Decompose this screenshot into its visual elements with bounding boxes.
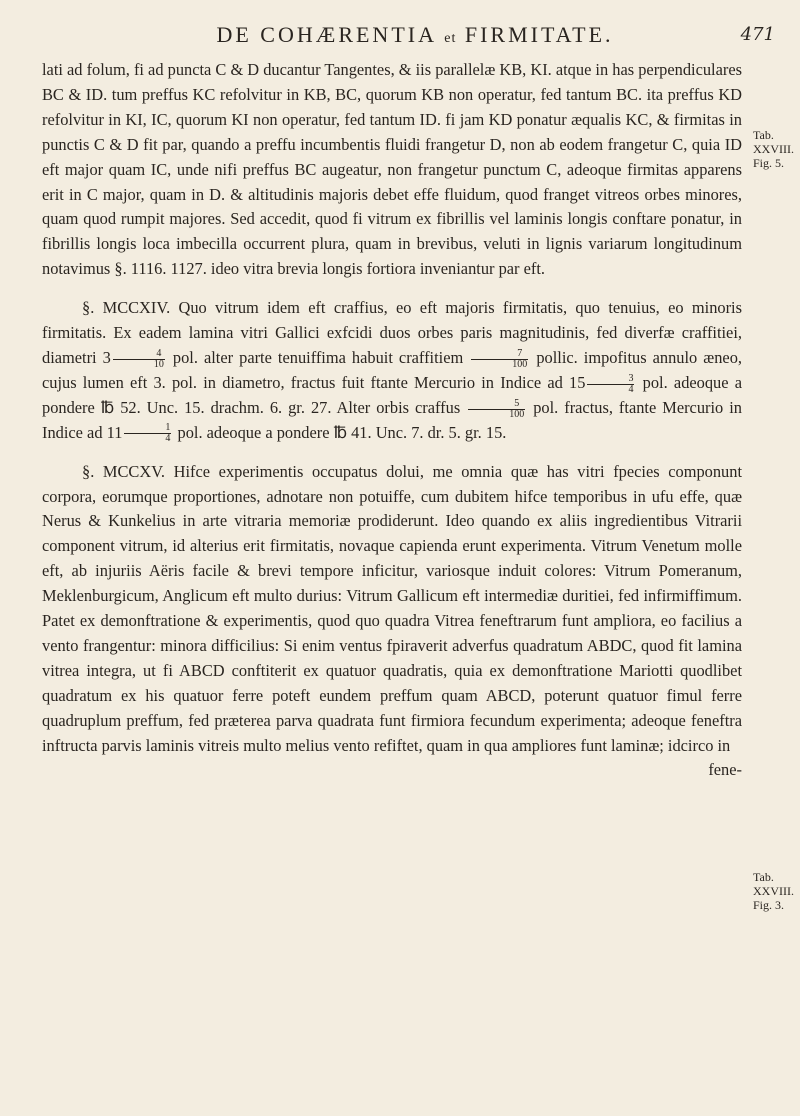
fraction: $\frac{1}{4}$ [124,423,171,444]
catchword: fene- [708,760,742,780]
running-header [115,22,715,48]
paragraph-2: §. MCCXIV. Quo vitrum idem eft craffius, eo eft majoris firmitatis, quo tenuius, eo minoris firmitatis. Ex eadem lamina vitri Gallici exfcidi duos orbes paris magnitudinis, fed diverfæ craffitiei, diametri 3 $\frac{4}{10}$ pol. alter parte tenuiffima habuit craffitiem $\frac{7}{100}$ pollic. impofitus annulo æneo, cujus lumen eft 3. pol. in diametro, fractus fuit ftante Mercurio in Indice ad 15 $\frac{3}{4}$ pol. adeoque a pondere ℔ 52. Unc. 15. drachm. 6. gr. 27. Alter orbis craffus $\frac{5}{100}$ pol. fractus, ftante Mercurio in Indice ad 11 $\frac{1}{4}$ pol. adeoque a pondere ℔ 41. Unc. 7. dr. 5. gr. 15. [42,298,743,445]
fraction: $\frac{3}{4}$ [587,374,634,395]
fraction: $\frac{7}{100}$ [471,349,528,370]
header-title-end: FIRMITATE. [464,22,614,47]
header-title-et: et [444,31,457,46]
fraction: $\frac{5}{100}$ [468,399,525,420]
margin-note-2: Tab. XXVIII. Fig. 3. [753,870,794,912]
header-title-main: DE COHÆRENTIA [216,22,436,47]
body-text [42,58,742,783]
paragraph-1: lati ad folum, fi ad puncta C & D ducantur Tangentes, & iis parallelæ KB, KI. atque in has perpendiculares BC & ID. tum preffus KC refolvitur in KB, BC, quorum KB non operatur, fed tantum BC. ita preffus KD refolvitur in KI, IC, quorum KI non operatur, fed tantum ID. fi jam KD ponatur æqualis KC, & firmitas in punctis C & D fit par, quando a preffu incumbentis fluidi frangetur D, non ab eodem frangetur C, quia ID eft major quam IC, unde nifi preffus BC augeatur, non frangetur punctum C, adeoque firmitas apparens erit in C major, quam in D. & altitudinis majoris debet effe fluidum, quod franget vitreos orbes minores, quam quod rumpit majores. Sed accedit, quod fi vitrum ex fibrillis vel laminis longis conftare ponatur, in fibrillis longis loca imbecilla occurrent plura, quam in brevibus, veluti in lignis variarum longitudinum notavimus §. 1116. 1127. ideo vitra brevia longis fortiora inveniantur par eft. [42,60,742,279]
fraction: $\frac{4}{10}$ [113,349,165,370]
paragraph-3: §. MCCXV. Hifce experimentis occupatus dolui, me omnia quæ has vitri fpecies componunt corpora, eorumque proportiones, adnotare non potuiffe, cum dubitem hifce temporibus in ufu effe, quæ Nerus & Kunkelius in arte vitraria memoriæ prodiderunt. Ideo quando ex aliis ingredientibus Vitrarii component vitrum, id alterius erit firmitatis, novaque capienda erunt experimenta. Vitrum Venetum molle eft, ab injuriis Aëris facile & brevi tempore inficitur, variosque induit colores: Vitrum Pomeranum, Meklenburgicum, Anglicum eft multo durius: Vitrum Gallicum eft intermediæ duritiei, fed infirmiffimum. Patet ex demonftratione & experimentis, quod quo quadra Vitrea feneftrarum funt ampliora, eo facilius a vento frangentur: minora difficilius: Si enim ventus fpiraverit adverfus quadratum ABDC, quod fit lamina vitrea integra, ut fi ABCD conftiterit ex quatuor quadratis, quia ex demonftratione Mariotti quodlibet quadratum ex his quatuor ferre poteft eundem preffum quam ABCD, poterunt quatuor fimul ferre quadruplum preffum, fed præterea parva quadrata funt firmiora fecundum experimenta; adeoque feneftra inftructa parvis laminis vitreis multo melius vento refiftet, quam in qua ampliores funt laminæ; idcirco in [42,461,742,755]
page-number: 471 [740,24,775,45]
margin-note-1: Tab. XXVIII. Fig. 5. [753,128,794,170]
